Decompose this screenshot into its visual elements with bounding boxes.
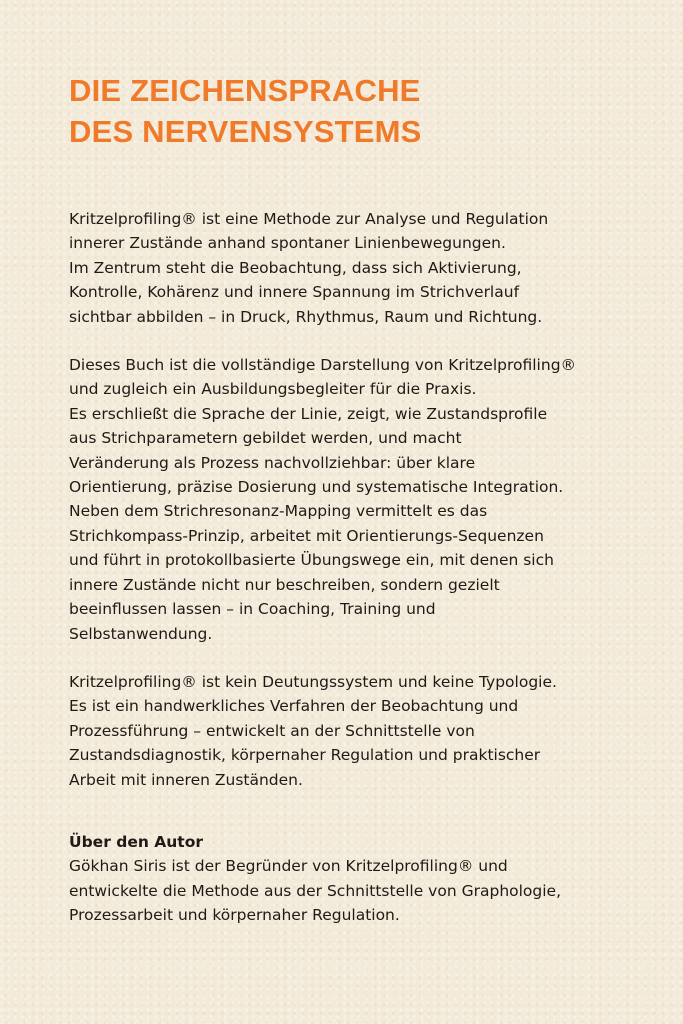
text-line: Dieses Buch ist die vollständige Darstellung von Kritzelprofiling®: [69, 356, 577, 375]
page-title: [69, 70, 639, 152]
text-line: Kritzelprofiling® ist eine Methode zur Analyse und Regulation: [69, 210, 549, 228]
text-line: Strichkompass-Prinzip, arbeitet mit Orientierungs-Sequenzen: [69, 526, 544, 545]
text-line: innere Zustände nicht nur beschreiben, sondern gezielt: [69, 575, 500, 594]
book-back-cover: [69, 70, 639, 925]
paragraph-book: [69, 353, 639, 646]
text-line: innerer Zustände anhand spontaner Linienbewegungen.: [69, 234, 506, 253]
text-line: Kontrolle, Kohärenz und innere Spannung im Strichverlauf: [69, 283, 520, 302]
text-line: Prozessarbeit und körpernaher Regulation.: [69, 906, 400, 925]
text-line: Gökhan Siris ist der Begründer von Kritzelprofiling® und: [69, 857, 508, 876]
text-line: Kritzelprofiling® ist kein Deutungssystem und keine Typologie.: [69, 672, 557, 691]
text-line: Zustandsdiagnostik, körpernaher Regulation und praktischer: [69, 746, 541, 765]
title-line-2: DES NERVENSYSTEMS: [69, 114, 422, 149]
text-line: Orientierung, präzise Dosierung und systematische Integration.: [69, 478, 564, 497]
text-line: aus Strichparametern gebildet werden, und macht: [69, 429, 462, 448]
author-heading: Über den Autor: [69, 833, 204, 851]
text-line: Es ist ein handwerkliches Verfahren der Beobachtung und: [69, 697, 519, 716]
text-line: Neben dem Strichresonanz-Mapping vermittelt es das: [69, 502, 488, 521]
text-line: Selbstanwendung.: [69, 624, 213, 643]
description-body: [69, 207, 639, 816]
text-line: Veränderung als Prozess nachvollziehbar: über klare: [69, 453, 476, 472]
paragraph-intro: [69, 207, 639, 329]
text-line: Arbeit mit inneren Zuständen.: [69, 770, 303, 789]
text-line: und zugleich ein Ausbildungsbegleiter für die Praxis.: [69, 380, 477, 399]
about-author-section: [69, 830, 639, 928]
text-line: Es erschließt die Sprache der Linie, zeigt, wie Zustandsprofile: [69, 404, 548, 423]
paragraph-method: [69, 670, 639, 792]
title-line-1: DIE ZEICHENSPRACHE: [69, 73, 421, 108]
text-line: sichtbar abbilden – in Druck, Rhythmus, Raum und Richtung.: [69, 307, 543, 326]
text-line: beeinflussen lassen – in Coaching, Training und: [69, 600, 436, 619]
text-line: Im Zentrum steht die Beobachtung, dass sich Aktivierung,: [69, 258, 522, 277]
text-line: Prozessführung – entwickelt an der Schnittstelle von: [69, 721, 475, 740]
text-line: entwickelte die Methode aus der Schnittstelle von Graphologie,: [69, 881, 562, 900]
text-line: und führt in protokollbasierte Übungswege ein, mit denen sich: [69, 551, 554, 570]
